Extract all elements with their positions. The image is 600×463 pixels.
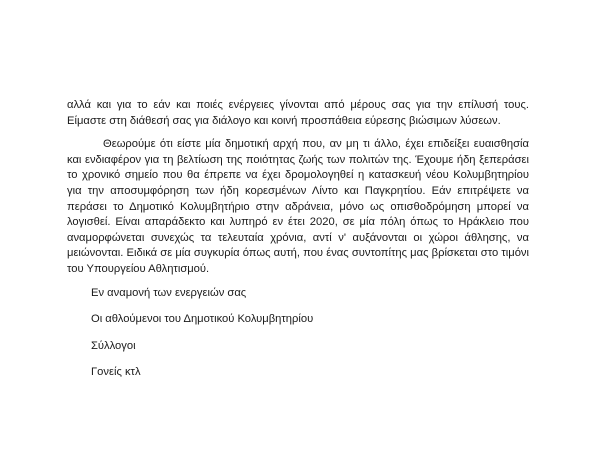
closing-line-associations: Σύλλογοι xyxy=(91,339,136,352)
letter-body xyxy=(67,98,529,392)
closing-line-parents: Γονείς κτλ xyxy=(91,366,141,379)
closing-line-signatories: Οι αθλούμενοι του Δημοτικού Κολυμβητηρίου xyxy=(91,313,314,326)
paragraph-main: Θεωρούμε ότι είστε μία δημοτική αρχή που, αν μη τι άλλο, έχει επιδείξει ευαισθησία και ενδιαφέρον για τη βελτίωση της ποιότητας ζωής των πολιτών της. Έχουμε ήδη ξεπεράσει το χρονικό σημείο που θα έπρεπε να έχει δρομολογηθεί η κατασκευή νέου Κολυμβητηρίου για την αποσυμφόρηση των ήδη κορεσμένων Λίντο και Παγκρητίου. Εάν επιτρέψετε να περάσει το Δημοτικό Κολυμβητήριο στην αδράνεια, μόνο ως οπισθοδρόμηση μπορεί να λογισθεί. Είναι απαράδεκτο και λυπηρό εν έτει 2020, σε μία πόλη όπως το Ηράκλειο που αναμορφώνεται συνεχώς τα τελευταία χρόνια, αντί ν' αυξάνονται οι χώροι άθλησης, να μειώνονται. Ειδικά σε μία συγκυρία όπως αυτή, που ένας συντοπίτης μας βρίσκεται στο τιμόνι του Υπουργείου Αθλητισμού. xyxy=(67,138,529,275)
closing-line-awaiting: Εν αναμονή των ενεργειών σας xyxy=(91,286,247,299)
paragraph-continuation: αλλά και για το εάν και ποιές ενέργειες γίνονται από μέρους σας για την επίλυσή τους. Είμαστε στη διάθεσή σας για διάλογο και κοινή προσπάθεια εύρεσης βιώσιμων λύσεων. xyxy=(67,99,529,127)
